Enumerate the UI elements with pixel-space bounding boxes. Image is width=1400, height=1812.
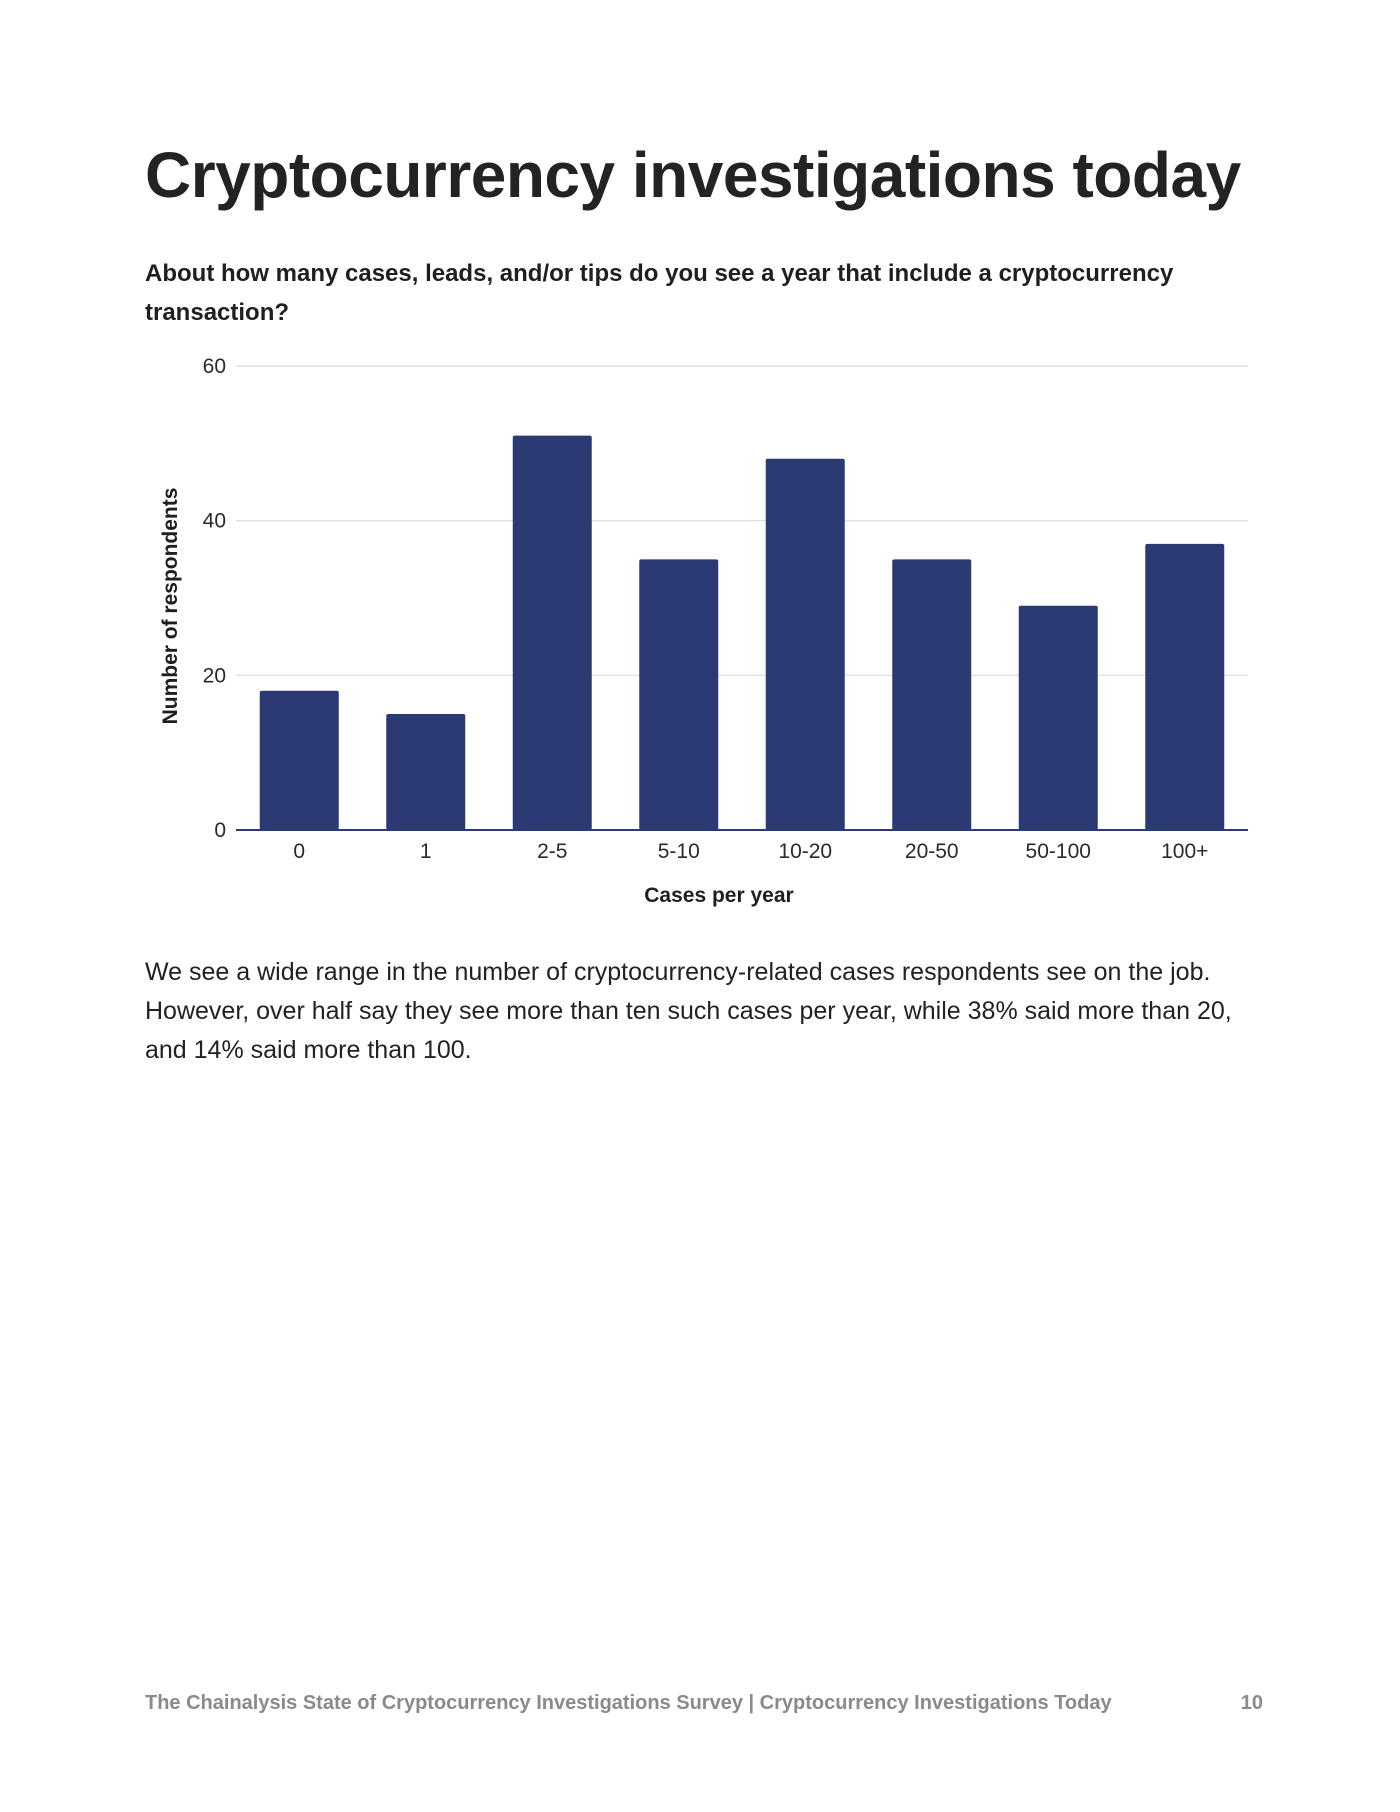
page-footer (145, 1692, 1263, 1715)
x-tick-label: 20-50 (904, 840, 959, 863)
y-axis-title: Number of respondents (159, 487, 182, 725)
bar-20-50 (892, 559, 971, 830)
y-tick-label: 20 (202, 664, 226, 688)
bar-5-10 (639, 559, 718, 830)
bar-chart (0, 340, 1400, 940)
x-tick-label: 100+ (1161, 840, 1209, 863)
y-tick-label: 60 (202, 355, 226, 378)
y-tick-label: 0 (214, 819, 226, 842)
y-tick-label: 40 (202, 509, 226, 533)
bar-100+ (1145, 544, 1224, 830)
bar-50-100 (1019, 606, 1098, 830)
summary-paragraph: We see a wide range in the number of cryptocurrency-related cases respondents see on the job. However, over half say they see more than ten such cases per year, while 38% said more than 20, and 14% said more than 100. (145, 958, 1232, 1064)
page-number: 10 (1240, 1692, 1263, 1714)
survey-question: About how many cases, leads, and/or tips do you see a year that include a cryptocurrency transaction? (145, 260, 1174, 326)
x-tick-labels (293, 840, 1208, 863)
x-tick-label: 2-5 (537, 840, 568, 863)
x-tick-label: 50-100 (1025, 840, 1091, 863)
bar-10-20 (766, 459, 845, 830)
x-tick-label: 0 (293, 840, 306, 863)
x-tick-label: 1 (419, 840, 432, 863)
bars (260, 436, 1225, 830)
footer-title: The Chainalysis State of Cryptocurrency Investigations Survey | Cryptocurrency Investigations Today (145, 1692, 1112, 1714)
bar-0 (260, 691, 339, 830)
bar-2-5 (513, 436, 592, 830)
bar-1 (386, 714, 465, 830)
x-tick-label: 5-10 (657, 840, 700, 863)
x-axis-title: Cases per year (644, 884, 794, 907)
y-tick-labels (203, 355, 226, 842)
x-tick-label: 10-20 (778, 840, 833, 863)
page-title: Cryptocurrency investigations today (145, 139, 1241, 211)
